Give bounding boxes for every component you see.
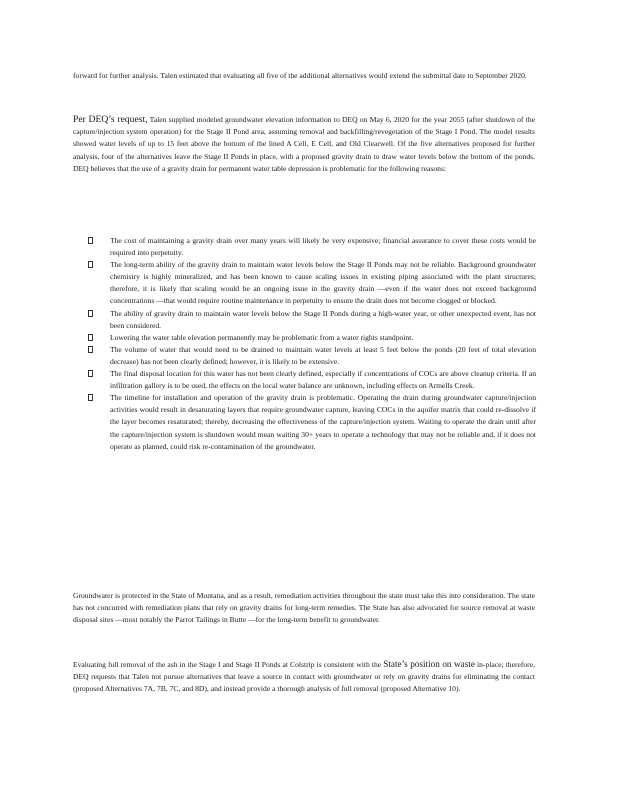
list-item: The timeline for installation and operation of the gravity drain is problematic. Operating the drain during groundwater capture/injection activities would result in desaturating layers that require groundwater capture, leaving COCs in the aquifer matrix that could re-dissolve if the layer becomes resaturated; thereby, decreasing the effectiveness of the capture/injection system. Waiting to operate the drain until after the capture/injection system is shutdown would mean waiting 30+ years to operate a technology that may not be reliable and, if it does not operate as planned, could risk re-contamination of the groundwater. [88,392,536,452]
list-item: The final disposal location for this water has not been clearly defined, especially if concentrations of COCs are above cleanup criteria. If an infiltration gallery is to be used, the effects on the local water balance are unknown, including effects on Armells Creek. [88,368,536,392]
paragraph-full-removal [73,658,535,696]
paragraph-emphasis: State’s position on waste [383,659,475,669]
paragraph-deq-request [73,114,535,175]
square-bullet-icon [88,237,93,244]
list-item: The volume of water that would need to be drained to maintain water levels at least 5 feet below the ponds (20 feet of total elevation decrease) has not been clearly defined; however, it is likely to be extensive. [88,344,536,368]
paragraph-text: Talen supplied modeled groundwater elevation information to DEQ on May 6, 2020 for the year 2055 (after shutdown of the capture/injection system operation) for the Stage II Pond area, assuming removal and backfilling/revegetation of the Stage I Pond. The model results showed water levels of up to 15 feet above the bottom of the lined A Cell, E Cell, and Old Clearwell. Of the five alternatives proposed for further analysis, four of the alternatives leave the Stage II Ponds in place, with a proposed gravity drain to draw water levels below the bottom of the ponds. DEQ believes that the use of a gravity drain for permanent water table depression is problematic for the following reasons: [73,115,535,173]
paragraph-submittal-date [73,70,535,82]
paragraph-lead: Per DEQ’s request, [73,114,148,125]
square-bullet-icon [88,370,93,377]
square-bullet-icon [88,334,93,341]
square-bullet-icon [88,394,93,401]
paragraph-text: Evaluating full removal of the ash in the Stage I and Stage II Ponds at Colstrip is consistent with the [73,660,384,669]
paragraph-text: in-place; therefore, DEQ requests that Talen not pursue alternatives that leave a source in contact with groundwater or rely on gravity drains for eliminating the contact (proposed Alternatives 7A, 7B, 7C, and 8D), and instead provide a thorough analysis of full removal (proposed Alternative 10). [73,660,535,694]
list-item: The long-term ability of the gravity drain to maintain water levels below the Stage II Ponds may not be reliable. Background groundwater chemistry is highly mineralized, and has been known to cause scaling issues in existing piping associated with the plant structures; therefore, it is likely that scaling would be an ongoing issue in the gravity drain —even if the water does not exceed background concentrations —that would require routine maintenance in perpetuity to ensure the drain does not become clogged or blocked. [88,259,536,307]
paragraph-text: forward for further analysis. Talen estimated that evaluating all five of the additional alternatives would extend the submittal date to September 2020. [73,71,527,80]
list-item: The cost of maintaining a gravity drain over many years will likely be very expensive; financial assurance to cover these costs would be required into perpetuity. [88,235,536,259]
paragraph-text: Groundwater is protected in the State of Montana, and as a result, remediation activities throughout the state must take this into consideration. The state has not concurred with remediation plans that rely on gravity drains for long-term remedies. The State has also advocated for source removal at waste disposal sites —most notably the Parrot Tailings in Butte —for the long-term benefit to groundwater. [73,591,535,625]
paragraph-groundwater-protection [73,590,535,627]
square-bullet-icon [88,310,93,317]
square-bullet-icon [88,346,93,353]
reasons-list [88,235,536,453]
list-item: Lowering the water table elevation permanently may be problematic from a water rights standpoint. [88,332,536,344]
list-item: The ability of gravity drain to maintain water levels below the Stage II Ponds during a high-water year, or other unexpected event, has not been considered. [88,308,536,332]
square-bullet-icon [88,261,93,268]
